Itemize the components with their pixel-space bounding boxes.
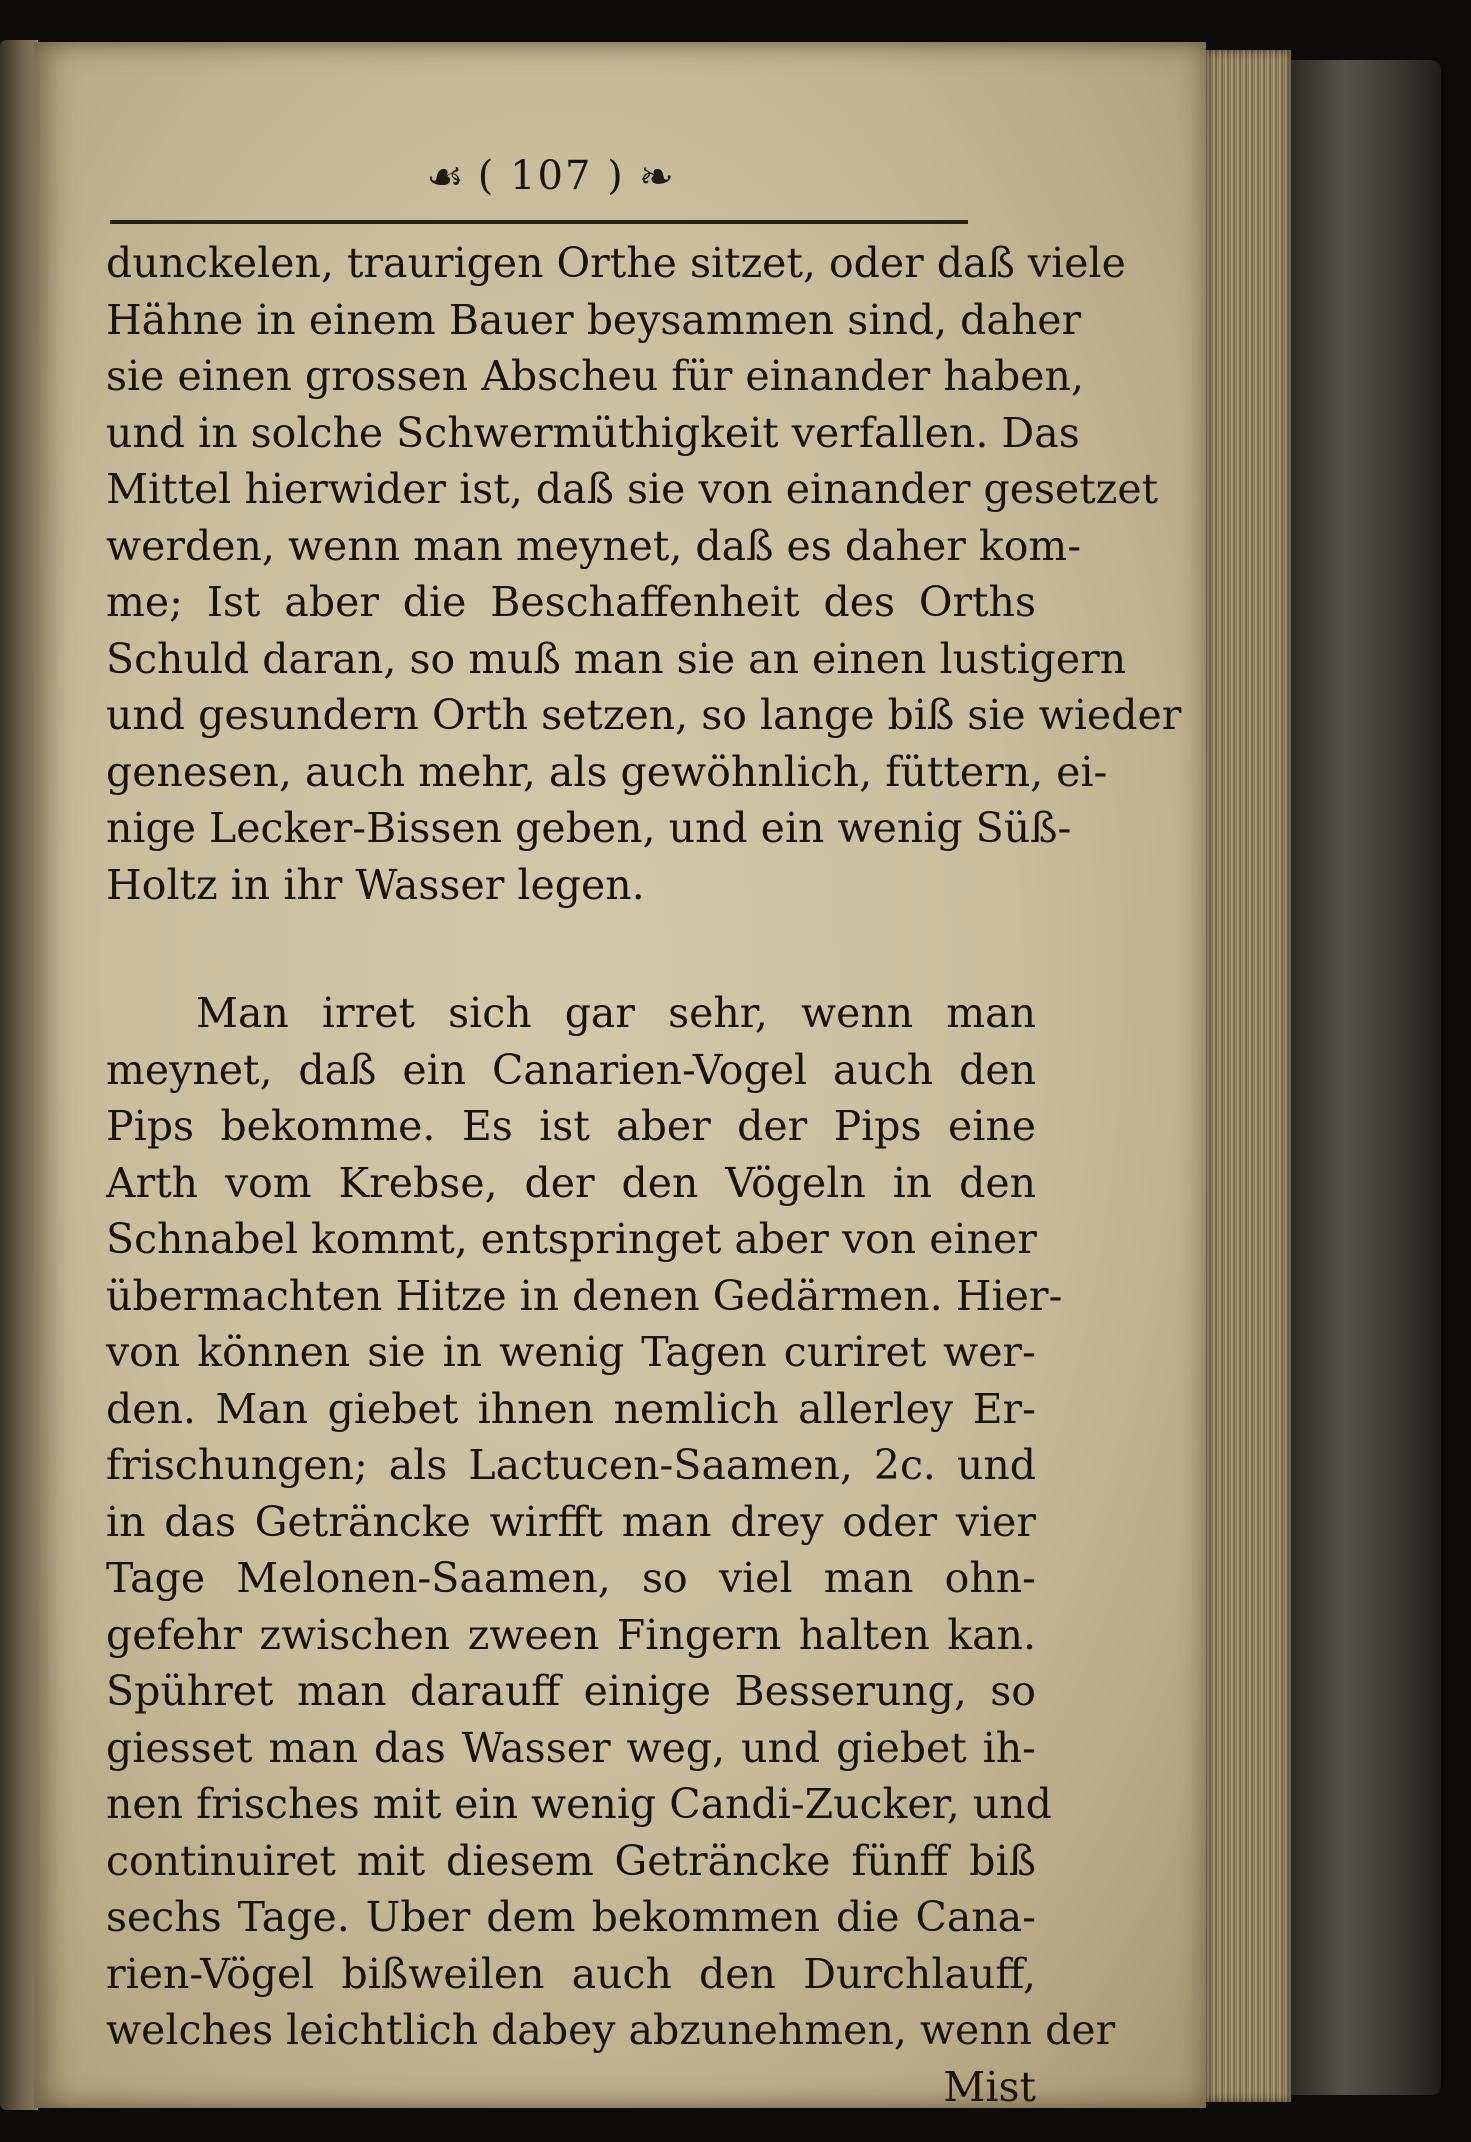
page-number: ( 107 ) <box>477 153 625 199</box>
text-line: Schnabel kommt, entspringet aber von einer <box>106 1215 1037 1263</box>
paragraph-gap <box>106 913 1036 985</box>
text-line: und in solche Schwermüthigkeit verfallen. Das <box>106 408 1080 457</box>
text-line: welches leichtlich dabey abzunehmen, wenn der <box>106 2006 1116 2054</box>
text-line: Schuld daran, so muß man sie an einen lustigern <box>106 634 1127 683</box>
right-ornament-icon: ❧ <box>638 151 674 201</box>
text-line: genesen, auch mehr, als gewöhnlich, füttern, ei- <box>106 747 1108 796</box>
page-body <box>106 235 1182 2115</box>
text-line: me; Ist aber die Beschaffenheit des Orths <box>106 578 1036 626</box>
text-line: rien-Vögel bißweilen auch den Durchlauff, <box>106 1949 1036 1998</box>
text-line: gefehr zwischen zween Fingern halten kan. <box>106 1610 1036 1659</box>
text-line: frischungen; als Lactucen-Saamen, 2c. und <box>106 1441 1036 1489</box>
page-block-edge <box>1206 50 1291 2102</box>
text-line: nen frisches mit ein wenig Candi-Zucker, und <box>106 1780 1052 1828</box>
text-line: in das Geträncke wirfft man drey oder vier <box>106 1497 1036 1546</box>
text-line: sechs Tage. Uber dem bekommen die Cana- <box>106 1893 1036 1941</box>
text-line: dunckelen, traurigen Orthe sitzet, oder daß viele <box>106 239 1126 287</box>
text-line: Arth vom Krebse, der den Vögeln in den <box>106 1158 1036 1207</box>
facing-page-edge <box>0 40 38 2110</box>
text-line: meynet, daß ein Canarien-Vogel auch den <box>106 1045 1036 1094</box>
text-line: von können sie in wenig Tagen curiret wer- <box>106 1328 1036 1376</box>
text-line: werden, wenn man meynet, daß es daher kom- <box>106 521 1082 570</box>
text-line: Man irret sich gar sehr, wenn man <box>196 989 1036 1037</box>
text-line: Holtz in ihr Wasser legen. <box>106 860 645 909</box>
book-cover-edge <box>1291 60 1441 2095</box>
text-line: Tage Melonen-Saamen, so viel man ohn- <box>106 1554 1036 1602</box>
text-line: Spühret man darauff einige Besserung, so <box>106 1667 1036 1715</box>
text-line: giesset man das Wasser weg, und giebet ih- <box>106 1723 1036 1772</box>
text-line: Hähne in einem Bauer beysammen sind, daher <box>106 295 1082 344</box>
left-ornament-icon: ☙ <box>426 151 464 201</box>
page-header <box>400 145 700 207</box>
catchword: Mist <box>943 2062 1036 2111</box>
text-line: continuiret mit diesem Geträncke fünff biß <box>106 1836 1036 1885</box>
text-line: nige Lecker-Bissen geben, und ein wenig Süß- <box>106 804 1072 852</box>
text-line: Mittel hierwider ist, daß sie von einander gesetzet <box>106 465 1159 513</box>
text-line: und gesundern Orth setzen, so lange biß sie wieder <box>106 691 1182 739</box>
header-rule <box>110 220 968 224</box>
text-line: den. Man giebet ihnen nemlich allerley Er- <box>106 1384 1036 1433</box>
text-line: sie einen grossen Abscheu für einander haben, <box>106 352 1084 400</box>
text-line: übermachten Hitze in denen Gedärmen. Hier- <box>106 1271 1063 1320</box>
text-line: Pips bekomme. Es ist aber der Pips eine <box>106 1102 1036 1150</box>
